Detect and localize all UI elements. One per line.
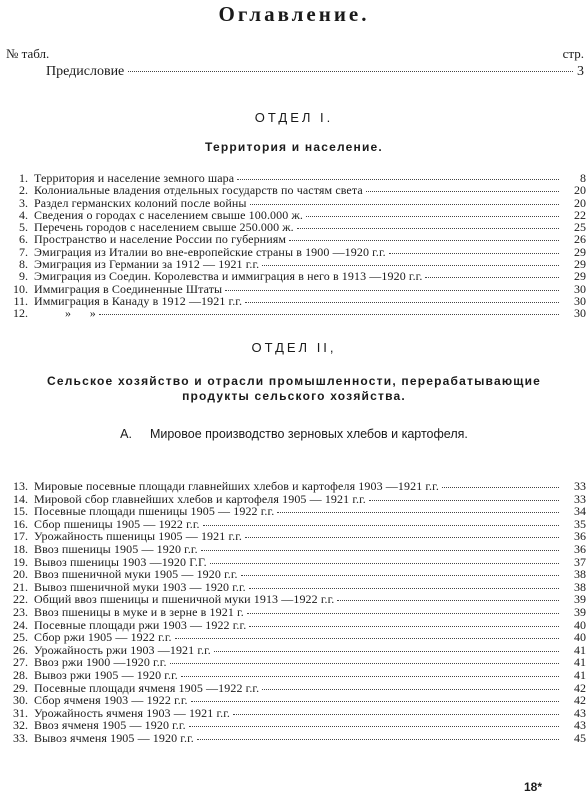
dot-leader: [241, 574, 559, 576]
toc-entry: [0, 606, 588, 619]
entry-page: 20: [574, 195, 586, 210]
entry-number: 31.: [13, 705, 28, 720]
entry-title: Эмиграция из Италии во вне-европейские страны в 1900 —1920 г.г.: [34, 244, 386, 259]
entry-number: 4.: [19, 207, 28, 222]
entry-page: 36: [574, 541, 586, 556]
entry-title: Посевные площади ржи 1903 — 1922 г.г.: [34, 617, 247, 632]
entry-title: Колониальные владения отдельных государств по частям света: [34, 183, 363, 198]
entry-title: Урожайность пшеницы 1905 — 1921 г.г.: [34, 529, 242, 544]
toc-entry: [0, 543, 588, 556]
entry-title: Пространство и население России по губерниям: [34, 232, 287, 247]
entry-page: 40: [574, 630, 586, 645]
section-2-entries: [0, 480, 588, 744]
entry-number: 16.: [13, 516, 28, 531]
entry-page: 29: [574, 257, 586, 272]
entry-title: Вывоз пшеницы 1903 —1920 Г.Г.: [34, 554, 207, 569]
entry-page: 41: [574, 642, 586, 657]
entry-title: Мировой сбор главнейших хлебов и картофеля 1905 — 1921 г.г.: [34, 491, 366, 506]
entry-page: 33: [574, 491, 586, 506]
subsection-title: Мировое производство зерновых хлебов и картофеля.: [149, 427, 468, 441]
toc-entry: [0, 568, 588, 581]
preface-label: Предисловие: [46, 64, 125, 79]
toc-entry: [0, 669, 588, 682]
dot-leader: [245, 536, 559, 538]
subsection-heading: [0, 427, 588, 441]
entry-page: 41: [574, 655, 586, 670]
entry-page: 36: [574, 529, 586, 544]
preface-entry: [46, 64, 584, 84]
entry-title: Ввоз пшеничной муки 1905 — 1920 г.г.: [34, 567, 238, 582]
entry-number: 18.: [13, 541, 28, 556]
dot-leader: [247, 612, 559, 614]
entry-number: 19.: [13, 554, 28, 569]
toc-entry: [0, 631, 588, 644]
entry-number: 23.: [13, 604, 28, 619]
dot-leader: [389, 252, 559, 254]
entry-number: 27.: [13, 655, 28, 670]
section-1-heading: ОТДЕЛ I.: [254, 110, 334, 125]
entry-number: 28.: [13, 667, 28, 682]
entry-title: Ввоз пшеницы в муке и в зерне в 1921 г.: [34, 604, 244, 619]
dot-leader: [337, 599, 559, 601]
entry-title: Посевные площади пшеницы 1905 — 1922 г.г.: [34, 504, 275, 519]
preface-page: 3: [577, 64, 584, 79]
entry-number: 32.: [13, 718, 28, 733]
dot-leader: [170, 662, 559, 664]
dot-leader: [225, 289, 559, 291]
entry-page: 37: [574, 554, 586, 569]
dot-leader: [297, 227, 559, 229]
entry-title: Урожайность ржи 1903 —1921 г.г.: [34, 642, 211, 657]
toc-entry: [0, 732, 588, 745]
dot-leader: [128, 71, 573, 72]
dot-leader: [442, 486, 559, 488]
entry-page: 45: [574, 730, 586, 745]
entry-number: 5.: [19, 220, 28, 235]
entry-page: 35: [574, 516, 586, 531]
entry-number: 22.: [13, 592, 28, 607]
entry-page: 29: [574, 244, 586, 259]
entry-page: 38: [574, 567, 586, 582]
entry-title: Ввоз ячменя 1905 — 1920 г.г.: [34, 718, 186, 733]
dot-leader: [245, 301, 559, 303]
toc-entry: [0, 307, 588, 319]
dot-leader: [277, 511, 559, 513]
entry-number: 7.: [19, 244, 28, 259]
entry-title: Вывоз ржи 1905 — 1920 г.г.: [34, 667, 178, 682]
entry-page: 29: [574, 269, 586, 284]
entry-page: 26: [574, 232, 586, 247]
entry-page: 39: [574, 592, 586, 607]
entry-title: Эмиграция из Соедин. Королевства и иммиграция в него в 1913 —1920 г.г.: [34, 269, 423, 284]
entry-title: Сбор ячменя 1903 — 1922 г.г.: [34, 693, 188, 708]
entry-title: Общий ввоз пшеницы и пшеничной муки 1913 —1922 г.г.: [34, 592, 335, 607]
entry-page: 20: [574, 183, 586, 198]
entry-title: Иммиграция в Канаду в 1912 —1921 г.г.: [34, 293, 243, 308]
entry-title: Посевные площади ячменя 1905 —1922 г.г.: [34, 680, 260, 695]
dot-leader: [181, 675, 559, 677]
entry-page: 22: [574, 207, 586, 222]
entry-page: 43: [574, 718, 586, 733]
toc-entry: [0, 719, 588, 732]
entry-number: 20.: [13, 567, 28, 582]
entry-number: 12.: [13, 306, 28, 321]
entry-number: 24.: [13, 617, 28, 632]
toc-entry: [0, 270, 588, 282]
entry-title: Ввоз пшеницы 1905 — 1920 г.г.: [34, 541, 198, 556]
section-2-heading: ОТДЕЛ II,: [251, 340, 337, 355]
entry-title: Вывоз ячменя 1905 — 1920 г.г.: [34, 730, 194, 745]
page-column-header: стр.: [562, 46, 584, 61]
entry-title: Сбор пшеницы 1905 — 1922 г.г.: [34, 516, 200, 531]
entry-page: 41: [574, 667, 586, 682]
entry-number: 29.: [13, 680, 28, 695]
entry-title: Сбор ржи 1905 — 1922 г.г.: [34, 630, 172, 645]
entry-title: Вывоз пшеничной муки 1903 — 1920 г.г.: [34, 579, 246, 594]
section-2-title-line-1: Сельское хозяйство и отрасли промышленности, перерабатывающие: [46, 374, 542, 388]
entry-number: 15.: [13, 504, 28, 519]
entry-number: 3.: [19, 195, 28, 210]
entry-title: Территория и население земного шара: [34, 171, 235, 185]
dot-leader: [233, 713, 559, 715]
toc-entry: [0, 480, 588, 493]
entry-page: 30: [574, 293, 586, 308]
entry-number: 14.: [13, 491, 28, 506]
entry-page: 34: [574, 504, 586, 519]
entry-page: 40: [574, 617, 586, 632]
entry-title: Иммиграция в Соединенные Штаты: [34, 281, 223, 296]
entry-page: 25: [574, 220, 586, 235]
entry-page: 38: [574, 579, 586, 594]
entry-page: 30: [574, 281, 586, 296]
dot-leader: [425, 276, 559, 278]
entry-number: 25.: [13, 630, 28, 645]
section-1-entries: [0, 172, 588, 320]
entry-number: 30.: [13, 693, 28, 708]
toc-entry: [0, 694, 588, 707]
dot-leader: [369, 499, 559, 501]
entry-title: Эмиграция из Германии за 1912 — 1921 г.г.: [34, 257, 260, 272]
dot-leader: [99, 313, 559, 315]
entry-title: Урожайность ячменя 1903 — 1921 г.г.: [34, 705, 230, 720]
entry-page: 42: [574, 693, 586, 708]
entry-page: 33: [574, 479, 586, 493]
entry-number: 8.: [19, 257, 28, 272]
dot-leader: [210, 562, 559, 564]
dot-leader: [262, 688, 559, 690]
entry-title: Раздел германских колоний после войны: [34, 195, 247, 210]
entry-number: 26.: [13, 642, 28, 657]
page-signature-mark: 18*: [523, 780, 542, 794]
toc-entry: [0, 233, 588, 245]
dot-leader: [237, 178, 559, 180]
dot-leader: [201, 549, 559, 551]
dot-leader: [289, 239, 559, 241]
entry-number: 13.: [13, 479, 28, 493]
dot-leader: [189, 725, 559, 727]
entry-title: » »: [34, 306, 96, 321]
dot-leader: [366, 190, 559, 192]
page-title: Оглавление.: [218, 2, 370, 26]
toc-entry: [0, 184, 588, 196]
entry-page: 30: [574, 306, 586, 321]
dot-leader: [214, 650, 559, 652]
dot-leader: [197, 738, 559, 740]
entry-number: 2.: [19, 183, 28, 198]
entry-title: Мировые посевные площади главнейших хлебов и картофеля 1903 —1921 г.г.: [34, 479, 439, 493]
dot-leader: [191, 700, 559, 702]
entry-title: Ввоз ржи 1900 —1920 г.г.: [34, 655, 167, 670]
dot-leader: [262, 264, 559, 266]
entry-page: 8: [580, 171, 586, 185]
entry-number: 21.: [13, 579, 28, 594]
entry-page: 39: [574, 604, 586, 619]
dot-leader: [250, 203, 559, 205]
section-1-title: Территория и население.: [205, 140, 383, 154]
entry-page: 43: [574, 705, 586, 720]
dot-leader: [249, 625, 559, 627]
dot-leader: [249, 587, 559, 589]
entry-number: 1.: [19, 171, 28, 185]
number-column-header: № табл.: [6, 46, 50, 61]
entry-title: Перечень городов с населением свыше 250.000 ж.: [34, 220, 294, 235]
entry-number: 11.: [13, 293, 28, 308]
entry-number: 9.: [19, 269, 28, 284]
dot-leader: [306, 215, 559, 217]
toc-entry: [0, 505, 588, 518]
entry-number: 33.: [13, 730, 28, 745]
entry-number: 17.: [13, 529, 28, 544]
entry-number: 6.: [19, 232, 28, 247]
subsection-letter: А.: [120, 427, 132, 441]
dot-leader: [203, 524, 559, 526]
entry-title: Сведения о городах с населением свыше 100.000 ж.: [34, 207, 303, 222]
dot-leader: [175, 637, 559, 639]
section-2-title-line-2: продукты сельского хозяйства.: [182, 389, 406, 403]
entry-number: 10.: [13, 281, 28, 296]
entry-page: 42: [574, 680, 586, 695]
